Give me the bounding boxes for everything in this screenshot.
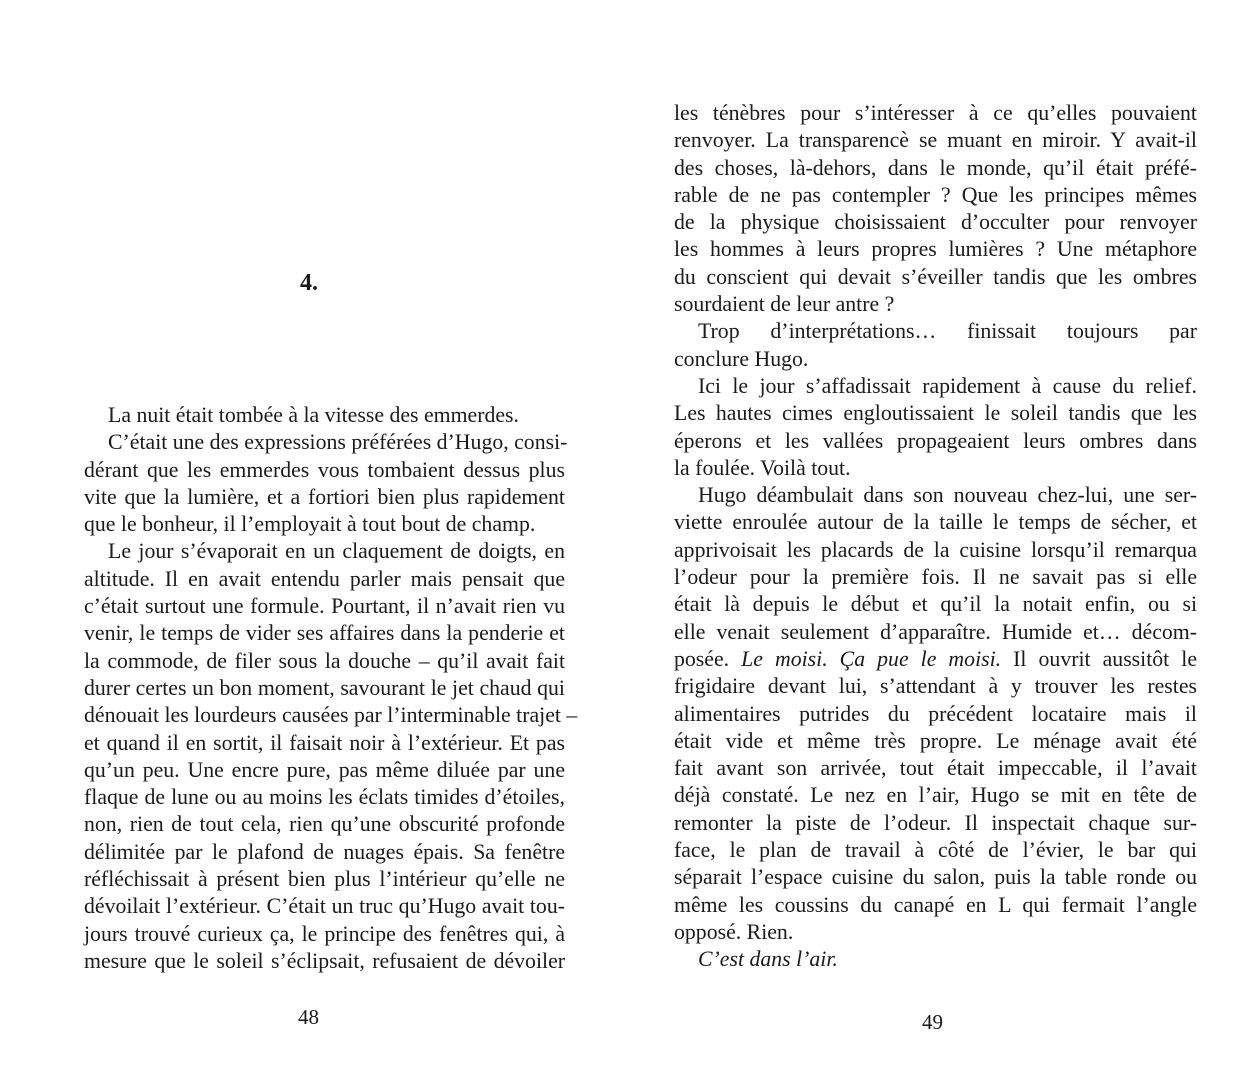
text-line: La nuit était tombée à la vitesse des emmerdes. (108, 403, 519, 427)
text-line: même les coussins du canapé en L qui fermait l’angle (674, 892, 1197, 917)
text-line: dénouait les lourdeurs causées par l’interminable trajet – (84, 703, 578, 728)
text-line: c’était surtout une formule. Pourtant, il n’avait rien vu (84, 594, 565, 619)
text-line: éperons et les vallées propageaient leurs ombres dans (674, 428, 1197, 453)
text-line: face, le plan de travail à côté de l’évier, le bar qui (674, 838, 1197, 863)
text-line: déjà constaté. Le nez en l’air, Hugo se mit en tête de (674, 783, 1197, 808)
chapter-heading: 4. (300, 270, 318, 296)
text-line: venir, le temps de vider ses affaires dans la penderie et (84, 621, 565, 646)
text-line: des choses, là-dehors, dans le monde, qu’il était préfé- (674, 155, 1197, 180)
text-line: renvoyer. La transparencè se muant en miroir. Y avait-il (674, 128, 1197, 153)
line-segment: posée. (674, 646, 742, 671)
text-line: était là depuis le début et qu’il la notait enfin, ou si (674, 592, 1197, 617)
text-line: durer certes un bon moment, savourant le jet chaud qui (84, 675, 565, 700)
text-line: remonter la piste de l’odeur. Il inspectait chaque sur- (674, 810, 1197, 835)
text-line: fait avant son arrivée, tout était impeccable, il l’avait (674, 756, 1197, 781)
right-page-body (674, 100, 1197, 974)
text-line: et quand il en sortit, il faisait noir à l’extérieur. Et pas (84, 730, 565, 755)
text-line: séparait l’espace cuisine du salon, puis la table ronde ou (674, 865, 1197, 890)
text-line: Le jour s’évaporait en un claquement de doigts, en (108, 539, 565, 564)
text-line: Trop d’interprétations… finissait toujours par (698, 319, 1197, 344)
text-line: dérant que les emmerdes vous tombaient dessus plus (84, 457, 565, 482)
text-line: flaque de lune ou au moins les éclats timides d’étoiles, (84, 785, 565, 810)
text-line: jours trouvé curieux ça, le principe des fenêtres qui, à (84, 921, 565, 946)
text-line: réfléchissait à présent bien plus l’intérieur qu’elle ne (84, 867, 565, 892)
text-line: rable de ne pas contempler ? Que les principes mêmes (674, 182, 1197, 207)
page-number-right: 49 (922, 1010, 943, 1034)
text-line: Hugo déambulait dans son nouveau chez-lui, une ser- (698, 483, 1197, 508)
page-number-left: 48 (298, 1005, 319, 1029)
italic-segment: C’est dans l’air. (698, 947, 838, 972)
text-line: elle venait seulement d’apparaître. Humide et… décom- (674, 619, 1197, 644)
text-line: mesure que le soleil s’éclipsait, refusaient de dévoiler (84, 948, 565, 973)
text-line: la commode, de filer sous la douche – qu’il avait fait (84, 648, 565, 673)
text-line: était vide et même très propre. Le ménage avait été (674, 728, 1197, 753)
text-line: que le bonheur, il l’employait à tout bout de champ. (84, 512, 536, 537)
line-segment: Il ouvrit aussitôt le (1001, 646, 1197, 671)
text-line: conclure Hugo. (674, 346, 809, 371)
text-line: Les hautes cimes engloutissaient le soleil tandis que les (674, 401, 1197, 426)
text-line: viette enroulée autour de la taille le temps de sécher, et (674, 510, 1197, 535)
text-line: altitude. Il en avait entendu parler mais pensait que (84, 566, 565, 591)
text-line: opposé. Rien. (674, 919, 794, 944)
text-line: vite que la lumière, et a fortiori bien plus rapidement (84, 484, 565, 509)
text-line: les hommes à leurs propres lumières ? Une métaphore (674, 237, 1197, 262)
text-line: sourdaient de leur antre ? (674, 292, 895, 317)
text-line: dévoilait l’extérieur. C’était un truc qu’Hugo avait tou- (84, 894, 565, 919)
text-line: C’était une des expressions préférées d’Hugo, consi- (108, 430, 568, 455)
text-line: les ténèbres pour s’intéresser à ce qu’elles pouvaient (674, 101, 1197, 125)
text-line: qu’un peu. Une encre pure, pas même diluée par une (84, 757, 565, 782)
text-line (674, 946, 1197, 973)
text-line: la foulée. Voilà tout. (674, 455, 851, 480)
text-line: alimentaires putrides du précédent locataire mais il (674, 701, 1197, 726)
text-line: du conscient qui devait s’éveiller tandis que les ombres (674, 264, 1197, 289)
left-page-body (84, 402, 578, 975)
text-line: de la physique choisissaient d’occulter pour renvoyer (674, 210, 1197, 235)
right-page (618, 0, 1236, 1080)
text-line: délimitée par le plafond de nuages épais. Sa fenêtre (84, 839, 565, 864)
text-line: Ici le jour s’affadissait rapidement à cause du relief. (698, 373, 1197, 398)
italic-segment: Le moisi. Ça pue le moisi. (741, 646, 1002, 671)
text-line: frigidaire devant lui, s’attendant à y trouver les restes (674, 674, 1197, 699)
text-line: l’odeur pour la première fois. Il ne savait pas si elle (674, 565, 1197, 590)
text-line: non, rien de tout cela, rien qu’une obscurité profonde (84, 812, 565, 837)
text-line: apprivoisait les placards de la cuisine lorsqu’il remarqua (674, 537, 1197, 562)
text-line (674, 646, 1197, 673)
